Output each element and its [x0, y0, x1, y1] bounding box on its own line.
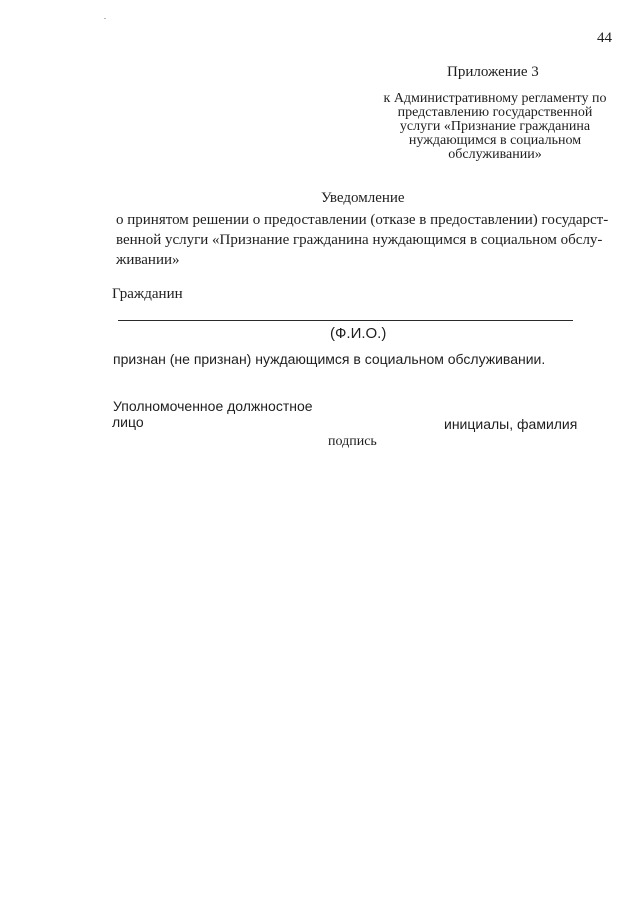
- appendix-subtitle-line: представлению государственной: [397, 105, 593, 120]
- signature-caption: подпись: [328, 434, 377, 449]
- initials-caption: инициалы, фамилия: [444, 416, 578, 432]
- notice-title: Уведомление: [321, 190, 405, 206]
- notice-body: [116, 210, 612, 270]
- citizen-name-line: [118, 320, 573, 321]
- notice-body-line: живании»: [116, 252, 180, 268]
- notice-body-line: венной услуги «Признание гражданина нуждающимся в социальном обслу-: [116, 232, 603, 248]
- scan-speck: [104, 18, 106, 19]
- appendix-subtitle-line: к Административному регламенту по: [383, 91, 607, 106]
- citizen-label: Гражданин: [112, 286, 183, 302]
- page-number: 44: [597, 30, 612, 46]
- appendix-subtitle-line: услуги «Признание гражданина: [399, 119, 591, 134]
- official-label-continued: лицо: [112, 414, 144, 430]
- appendix-title: Приложение 3: [447, 64, 539, 80]
- appendix-subtitle: [370, 92, 620, 162]
- official-label: Уполномоченное должностное: [113, 398, 313, 414]
- appendix-subtitle-line: нуждающимся в социальном: [408, 133, 582, 148]
- recognition-text: признан (не признан) нуждающимся в социальном обслуживании.: [113, 351, 546, 367]
- fio-caption: (Ф.И.О.): [330, 325, 387, 342]
- appendix-subtitle-line: обслуживании»: [448, 147, 542, 162]
- notice-body-line: о принятом решении о предоставлении (отказе в предоставлении) государст-: [116, 212, 609, 228]
